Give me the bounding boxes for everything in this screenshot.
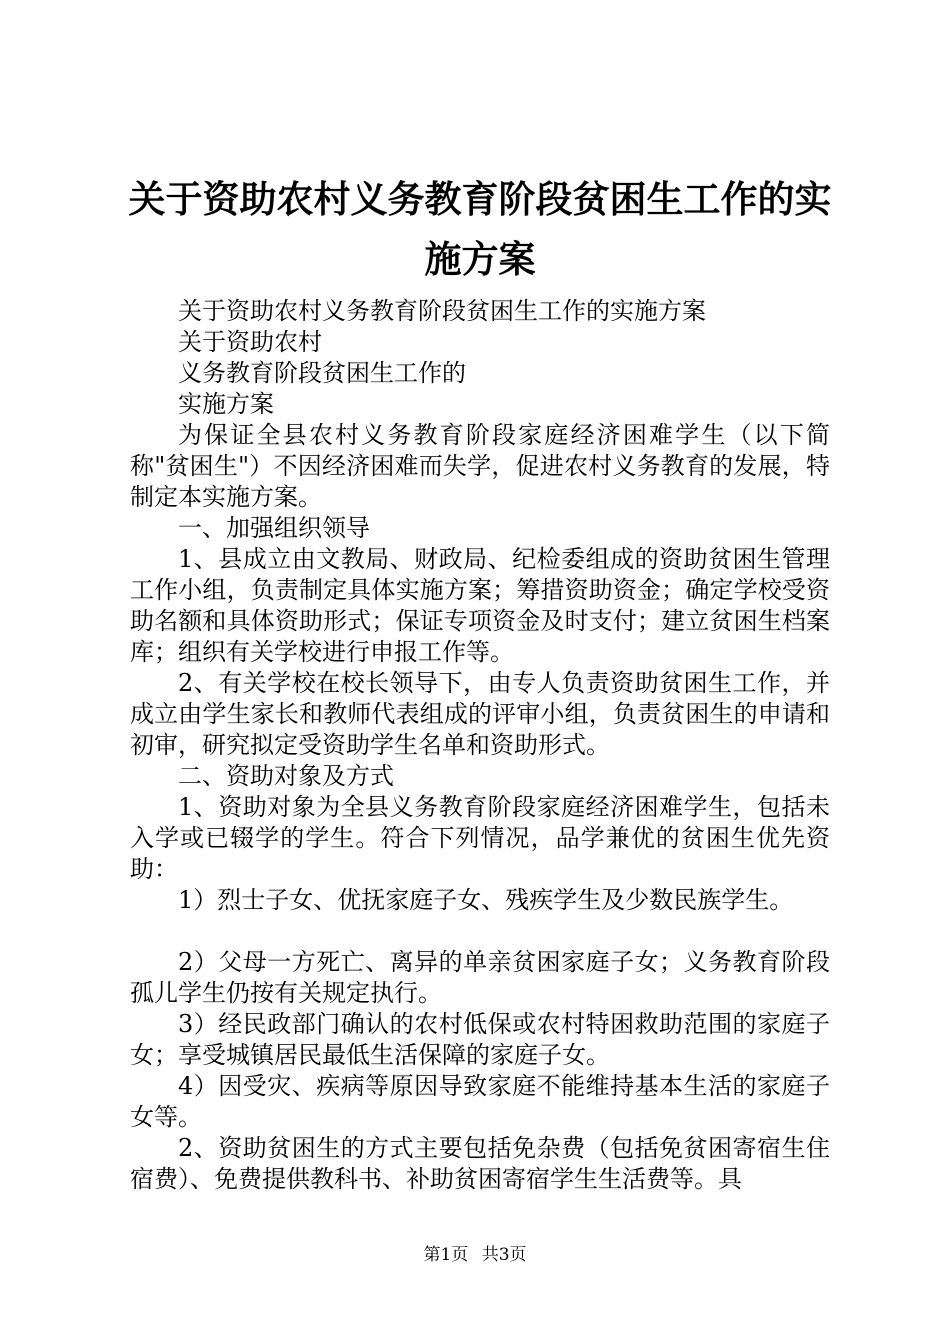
- page-total: 共3页: [481, 1245, 527, 1265]
- paragraph: 为保证全县农村义务教育阶段家庭经济困难学生（以下简称"贫困生"）不因经济困难而失学，促进农村义务教育的发展，特制定本实施方案。: [130, 421, 830, 511]
- list-item: 2）父母一方死亡、离异的单亲贫困家庭子女；义务教育阶段孤儿学生仍按有关规定执行。: [130, 948, 830, 1007]
- page-number: 第1页: [423, 1245, 469, 1265]
- paragraph: 实施方案: [178, 390, 274, 418]
- page-footer: [0, 1244, 950, 1266]
- paragraph: 关于资助农村义务教育阶段贫困生工作的实施方案: [178, 297, 706, 325]
- section-heading: 一、加强组织领导: [178, 514, 370, 542]
- section-heading: 二、资助对象及方式: [178, 762, 394, 790]
- paragraph: 2、资助贫困生的方式主要包括免杂费（包括免贫困寄宿生住宿费）、免费提供教科书、补助贫困寄宿学生生活费等。具: [130, 1134, 830, 1193]
- paragraph: 1、资助对象为全县义务教育阶段家庭经济困难学生，包括未入学或已辍学的学生。符合下列情况，品学兼优的贫困生优先资助：: [130, 793, 830, 883]
- list-item: 3）经民政部门确认的农村低保或农村特困救助范围的家庭子女；享受城镇居民最低生活保障的家庭子女。: [130, 1010, 830, 1069]
- paragraph: 1、县成立由文教局、财政局、纪检委组成的资助贫困生管理工作小组，负责制定具体实施方案；筹措资助资金；确定学校受资助名额和具体资助形式；保证专项资金及时支付；建立贫困生档案库；组织有关学校进行申报工作等。: [130, 545, 830, 666]
- document-title: 关于资助农村义务教育阶段贫困生工作的实施方案: [128, 178, 832, 281]
- list-item: 4）因受灾、疾病等原因导致家庭不能维持基本生活的家庭子女等。: [130, 1072, 830, 1131]
- paragraph: 义务教育阶段贫困生工作的: [178, 359, 466, 387]
- document-body: [130, 296, 830, 1195]
- paragraph: 关于资助农村: [178, 328, 322, 356]
- list-item: 1）烈士子女、优抚家庭子女、残疾学生及少数民族学生。: [178, 886, 794, 914]
- paragraph: 2、有关学校在校长领导下，由专人负责资助贫困生工作，并成立由学生家长和教师代表组成的评审小组，负责贫困生的申请和初审，研究拟定受资助学生名单和资助形式。: [130, 669, 830, 759]
